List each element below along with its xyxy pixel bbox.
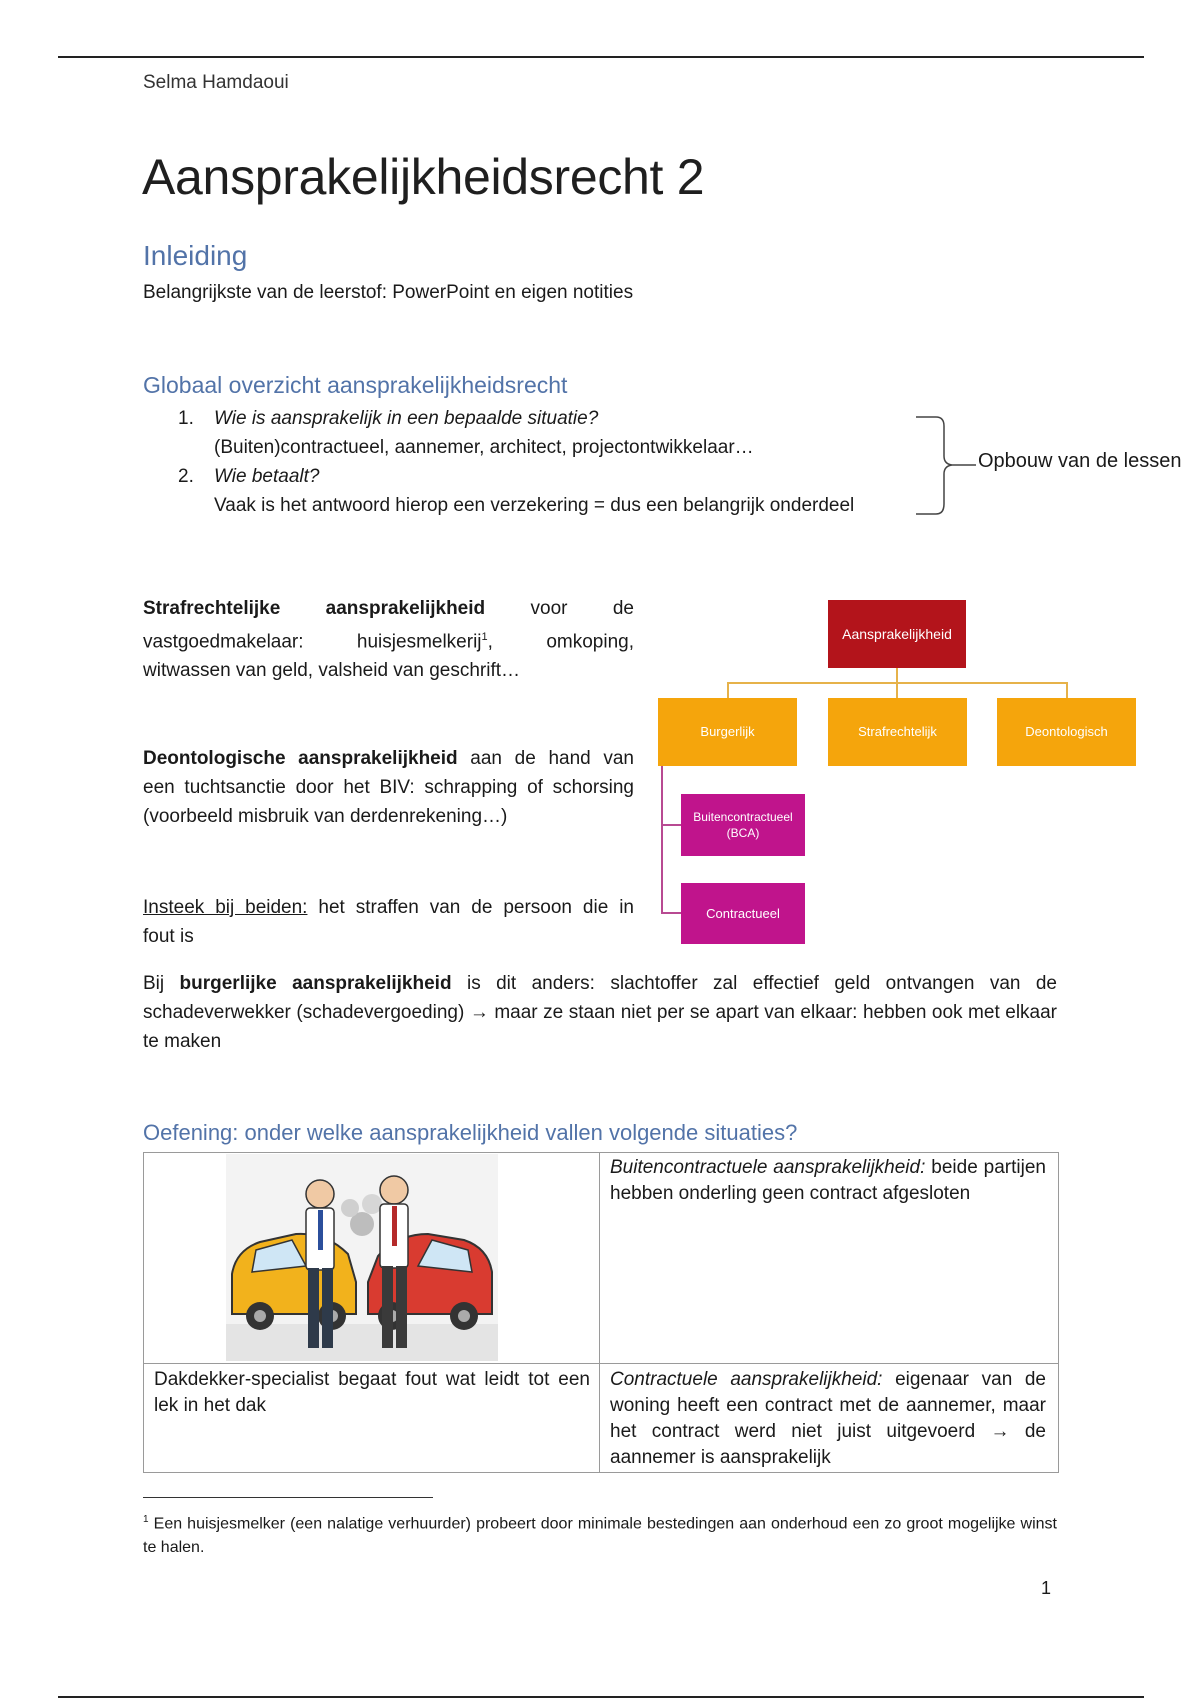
- footnote-text: Een huisjesmelker (een nalatige verhuurder) probeert door minimale bestedingen aan onderhoud een zo groot mogelijke winst te halen.: [143, 1515, 1057, 1557]
- insteek-line1: het straffen van de persoon die in: [318, 897, 634, 918]
- chart-connector: [896, 682, 898, 698]
- header-rule: [58, 56, 1144, 58]
- footnote-number: 1: [143, 1514, 149, 1525]
- strafrecht-line1: voor de: [530, 598, 635, 619]
- list-question: Wie betaalt?: [214, 466, 320, 487]
- chart-box-buitencontractueel: Buitencontractueel (BCA): [681, 794, 805, 856]
- chart-connector: [727, 682, 729, 698]
- answer-label: Contractuele aansprakelijkheid:: [610, 1369, 883, 1390]
- burgerlijk-paragraph: [143, 969, 1057, 1056]
- brace-label: Opbouw van de lessen: [978, 450, 1182, 472]
- insteek-paragraph: [143, 893, 634, 951]
- strafrecht-line3: witwassen van geld, valsheid van geschrift…: [143, 660, 521, 682]
- insteek-line2: fout is: [143, 926, 194, 947]
- chart-box-burgerlijk: Burgerlijk: [658, 698, 797, 766]
- intro-heading: Inleiding: [143, 240, 248, 271]
- insteek-underlined: Insteek bij beiden:: [143, 897, 308, 918]
- chart-connector: [896, 668, 898, 682]
- list-number: 2.: [178, 466, 194, 487]
- page-number: 1: [1041, 1578, 1052, 1598]
- strafrecht-line2: vastgoedmakelaar: huisjesmelkerij: [143, 631, 482, 653]
- situation-cell-2: Dakdekker-specialist begaat fout wat leidt tot een lek in het dak: [154, 1369, 590, 1416]
- author-name: Selma Hamdaoui: [143, 72, 289, 93]
- chart-box-strafrechtelijk: Strafrechtelijk: [828, 698, 967, 766]
- footnote-rule: [143, 1497, 433, 1498]
- answer-cell-1: [610, 1155, 1046, 1207]
- answer-label: Buitencontractuele aansprakelijkheid:: [610, 1157, 926, 1178]
- strafrecht-bold: Strafrechtelijke aansprakelijkheid: [143, 598, 486, 619]
- overview-heading: Globaal overzicht aansprakelijkheidsrecht: [143, 372, 568, 398]
- burgerlijk-bold: burgerlijke aansprakelijkheid: [179, 973, 452, 994]
- list-question: Wie is aansprakelijk in een bepaalde situatie?: [214, 408, 599, 429]
- document-title: Aansprakelijkheidsrecht 2: [142, 149, 705, 205]
- chart-connector: [1066, 682, 1068, 698]
- exercise-heading: Oefening: onder welke aansprakelijkheid vallen volgende situaties?: [143, 1120, 798, 1145]
- deontologisch-paragraph: [143, 744, 634, 831]
- curly-brace-icon: [916, 416, 978, 516]
- intro-text: Belangrijkste van de leerstof: PowerPoint en eigen notities: [143, 282, 634, 303]
- answer-text: beide partijen hebben onderling geen contract afgesloten: [610, 1157, 1046, 1204]
- chart-connector: [661, 824, 681, 826]
- deontologisch-line2: een tuchtsanctie door het BIV: schrapping of schorsing: [143, 777, 634, 798]
- chart-box-deontologisch: Deontologisch: [997, 698, 1136, 766]
- chart-connector: [661, 766, 663, 914]
- deontologisch-line3: (voorbeeld misbruik van derdenrekening…): [143, 806, 508, 827]
- answer-text: eigenaar van de woning heeft een contract met de aannemer, maar het contract werd niet juist uitgevoerd → de aannemer is aansprakelijk: [610, 1369, 1047, 1468]
- car-accident-illustration: [226, 1154, 498, 1361]
- chart-root-box: Aansprakelijkheid: [828, 600, 966, 668]
- burgerlijk-rest: is dit anders: slachtoffer zal effectief geld ontvangen van de schadeverwekker (schadevergoeding) → maar ze staan niet per se apart van elkaar: hebben ook met elkaar te maken: [143, 973, 1058, 1052]
- deontologisch-bold: Deontologische aansprakelijkheid: [143, 748, 458, 769]
- list-number: 1.: [178, 408, 194, 429]
- chart-connector: [661, 912, 681, 914]
- list-detail: Vaak is het antwoord hierop een verzekering = dus een belangrijk onderdeel: [214, 495, 855, 516]
- burgerlijk-prefix: Bij: [143, 973, 165, 994]
- footer-rule: [58, 1696, 1144, 1698]
- strafrecht-paragraph: [143, 594, 634, 685]
- strafrecht-line2-rest: , omkoping,: [487, 631, 634, 653]
- footnote-ref: 1: [481, 631, 488, 643]
- footnote: [143, 1508, 1057, 1560]
- chart-box-contractueel: Contractueel: [681, 883, 805, 944]
- list-detail: (Buiten)contractueel, aannemer, architect, projectontwikkelaar…: [214, 437, 754, 458]
- deontologisch-line1: aan de hand van: [470, 748, 634, 769]
- exercise-table: [143, 1152, 1059, 1473]
- answer-cell-2: [610, 1367, 1046, 1471]
